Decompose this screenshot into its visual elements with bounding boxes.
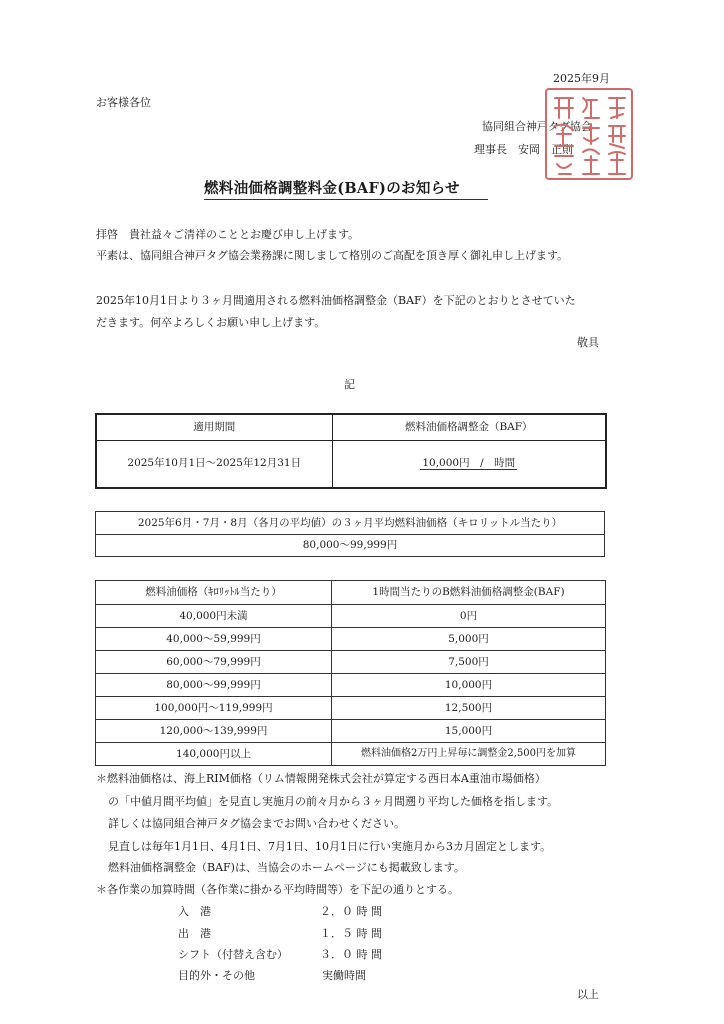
price-range-cell: 80,000～99,999円	[96, 674, 332, 697]
price-range-cell: 100,000円～119,999円	[96, 697, 332, 720]
table-header-cell: 1時間当たりのB燃料油価格調整金(BAF)	[332, 581, 606, 605]
average-price-table	[95, 511, 605, 557]
note-line: ＊各作業の加算時間（各作業に掛かる平均時間等）を下記の通りとする。	[96, 883, 459, 896]
baf-amount-cell: 5,000円	[332, 628, 606, 651]
table-row	[96, 674, 606, 697]
work-time-label: 出 港	[178, 927, 211, 940]
work-time-label: 入 港	[178, 905, 211, 918]
note-line: 燃料油価格調整金（BAF)は、当協会のホームページにも掲載致します。	[108, 861, 465, 874]
note-line: 詳しくは協同組合神戸タグ協会までお問い合わせください。	[108, 817, 405, 830]
official-seal-icon	[545, 88, 633, 180]
note-line: ＊燃料油価格は、海上RIM価格（リム情報開発株式会社が算定する西日本A重油市場価格）	[96, 772, 546, 785]
table-row	[96, 535, 605, 557]
work-time-value: １．５ 時 間	[320, 927, 382, 940]
price-range-cell: 120,000～139,999円	[96, 720, 332, 743]
baf-period-table	[95, 413, 607, 489]
table-row	[96, 697, 606, 720]
body-line-1: 2025年10月1日より３ヶ月間適用される燃料油価格調整金（BAF）を下記のとおりとさせていた	[96, 294, 576, 307]
average-price-value: 80,000～99,999円	[96, 535, 605, 557]
baf-amount-cell: 0円	[332, 605, 606, 628]
price-range-cell: 40,000～59,999円	[96, 628, 332, 651]
table-header-row	[96, 414, 606, 440]
greeting-line-1: 拝啓 貴社益々ご清祥のこととお慶び申し上げます。	[96, 228, 360, 241]
body-line-2: だきます。何卒よろしくお願い申し上げます。	[96, 316, 326, 329]
ki-marker: 記	[344, 378, 355, 391]
baf-amount-cell: 燃料油価格2万円上昇毎に調整金2,500円を加算	[332, 743, 606, 766]
page-title: 燃料油価格調整料金(BAF)のお知らせ	[204, 180, 460, 197]
table-header-row	[96, 581, 606, 605]
signatory: 理事長 安岡 正則	[474, 143, 573, 156]
greeting-line-2: 平素は、協同組合神戸タグ協会業務課に関しまして格別のご高配を頂き厚く御礼申し上げます。	[96, 249, 569, 262]
baf-amount-cell: 10,000円	[332, 674, 606, 697]
baf-amount-cell: 12,500円	[332, 697, 606, 720]
price-range-cell: 40,000円未満	[96, 605, 332, 628]
work-time-value: ２．０ 時 間	[320, 905, 382, 918]
note-line: 見直しは毎年1月1日、4月1日、7月1日、10月1日に行い実施月から3カ月固定とします。	[108, 840, 552, 853]
price-range-cell: 60,000～79,999円	[96, 651, 332, 674]
work-time-label: 目的外・その他	[178, 969, 255, 982]
baf-value: 10,000円 / 時間	[422, 457, 516, 470]
note-line: の「中値月間平均値」を見直し実施月の前々月から３ヶ月間遡り平均した価格を指します。	[108, 795, 559, 808]
table-row	[96, 605, 606, 628]
table-row	[96, 651, 606, 674]
table-header-cell: 燃料油価格（ｷﾛﾘｯﾄﾙ当たり）	[96, 581, 332, 605]
document-date: 2025年9月	[553, 72, 610, 85]
baf-rate-table	[95, 580, 606, 766]
organization-name: 協同組合神戸タグ協会	[482, 120, 592, 133]
baf-amount-cell: 7,500円	[332, 651, 606, 674]
table-row	[96, 628, 606, 651]
table-row	[96, 743, 606, 766]
work-time-value: 実働時間	[322, 969, 366, 982]
table-header-cell: 2025年6月・7月・8月（各月の平均値）の３ヶ月平均燃料油価格（キロリットル当たり）	[96, 512, 605, 535]
closing-keigu: 敬具	[577, 336, 599, 349]
title-underline	[204, 199, 488, 200]
table-header-row	[96, 512, 605, 535]
work-time-value: ３．０ 時 間	[320, 948, 382, 961]
table-header-cell: 燃料油価格調整金（BAF）	[332, 414, 606, 440]
baf-value-cell	[332, 440, 606, 488]
period-cell: 2025年10月1日～2025年12月31日	[96, 440, 332, 488]
work-time-label: シフト（付替え含む）	[178, 948, 288, 961]
table-row	[96, 440, 606, 488]
price-range-cell: 140,000円以上	[96, 743, 332, 766]
table-row	[96, 720, 606, 743]
table-header-cell: 適用期間	[96, 414, 332, 440]
baf-amount-cell: 15,000円	[332, 720, 606, 743]
end-marker: 以上	[577, 988, 599, 1001]
recipient: お客様各位	[96, 96, 151, 109]
